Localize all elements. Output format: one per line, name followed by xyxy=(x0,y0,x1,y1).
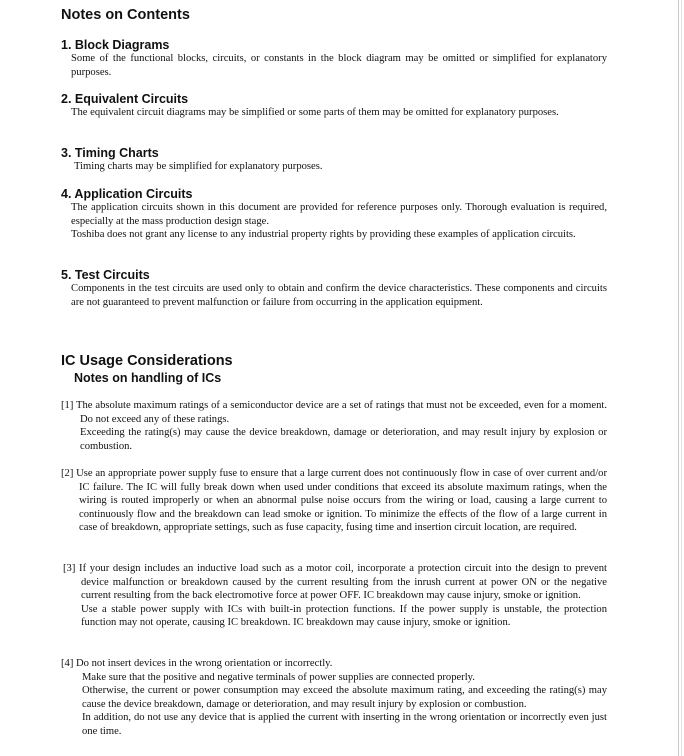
section-heading-block-diagrams: 1. Block Diagrams xyxy=(61,38,170,52)
page-edge-line xyxy=(678,0,679,756)
ic-usage-item-4 xyxy=(61,657,607,739)
ic-usage-item-1 xyxy=(61,399,607,453)
paragraph: Timing charts may be simplified for explanatory purposes. xyxy=(74,161,323,172)
ic-usage-item-2 xyxy=(61,467,607,535)
paragraph: Toshiba does not grant any license to any industrial property rights by providing these examples of application circuits. xyxy=(71,229,576,241)
page-edge-line-secondary xyxy=(681,0,682,756)
section-body-equivalent-circuits xyxy=(71,106,607,120)
ic-usage-title: IC Usage Considerations xyxy=(61,353,233,369)
paragraph: Otherwise, the current or power consumption may exceed the absolute maximum rating, and exceeding the rating(s) may cause the device breakdown, damage or deterioration, and may result injury by explosion or combustion. xyxy=(82,685,607,710)
section-heading-application-circuits: 4. Application Circuits xyxy=(61,187,193,201)
paragraph: Use a stable power supply with ICs with built-in protection functions. If the power supply is unstable, the protection function may not operate, causing IC breakdown. IC breakdown may cause injury, smoke or ignition. xyxy=(81,603,607,629)
paragraph: Some of the functional blocks, circuits, or constants in the block diagram may be omitted or simplified for explanatory purposes. xyxy=(71,53,607,78)
notes-title: Notes on Contents xyxy=(61,7,190,23)
paragraph: [1] The absolute maximum ratings of a semiconductor device are a set of ratings that must not be exceeded, even for a moment. Do not exceed any of these ratings. xyxy=(61,400,607,425)
section-heading-equivalent-circuits: 2. Equivalent Circuits xyxy=(61,92,189,106)
paragraph: The application circuits shown in this document are provided for reference purposes only. Thorough evaluation is required, especially at the mass production design stage. xyxy=(71,202,607,227)
paragraph: Exceeding the rating(s) may cause the device breakdown, damage or deterioration, and may result injury by explosion or combustion. xyxy=(80,427,607,452)
paragraph: In addition, do not use any device that is applied the current with inserting in the wrong orientation or incorrectly even just one time. xyxy=(82,712,607,737)
ic-usage-subtitle: Notes on handling of ICs xyxy=(74,371,222,385)
section-heading-timing-charts: 3. Timing Charts xyxy=(61,146,159,160)
paragraph: The equivalent circuit diagrams may be simplified or some parts of them may be omitted for explanatory purposes. xyxy=(71,107,559,118)
paragraph: [2] Use an appropriate power supply fuse to ensure that a large current does not continuously flow in case of over current and/or IC failure. The IC will fully break down when used under conditions that exceed its absolute maximum ratings, when the wiring is routed improperly or when an abnormal pulse noise occurs from the wiring or load, causing a large current to continuously flow and the breakdown can lead smoke or ignition. To minimize the effects of the flow of a large current in case of breakdown, appropriate settings, such as fuse capacity, fusing time and insertion circuit location, are required. xyxy=(61,468,607,534)
section-body-application-circuits xyxy=(71,201,607,242)
paragraph: Components in the test circuits are used only to obtain and confirm the device characteristics. These components and circuits are not guaranteed to prevent malfunction or failure from occurring in the application equipment. xyxy=(71,283,607,308)
paragraph: [4] Do not insert devices in the wrong orientation or incorrectly. xyxy=(61,658,333,669)
paragraph: Make sure that the positive and negative terminals of power supplies are connected properly. xyxy=(82,671,475,683)
paragraph: [3] If your design includes an inductive load such as a motor coil, incorporate a protection circuit into the design to prevent device malfunction or breakdown caused by the current resulting from the inrush current at power ON or the negative current resulting from the back electromotive force at power OFF. IC breakdown may cause injury, smoke or ignition. xyxy=(63,563,607,602)
section-body-timing-charts xyxy=(74,160,607,174)
section-heading-test-circuits: 5. Test Circuits xyxy=(61,268,150,282)
section-body-test-circuits xyxy=(71,282,607,309)
section-body-block-diagrams xyxy=(71,52,607,79)
ic-usage-item-3 xyxy=(63,562,607,630)
